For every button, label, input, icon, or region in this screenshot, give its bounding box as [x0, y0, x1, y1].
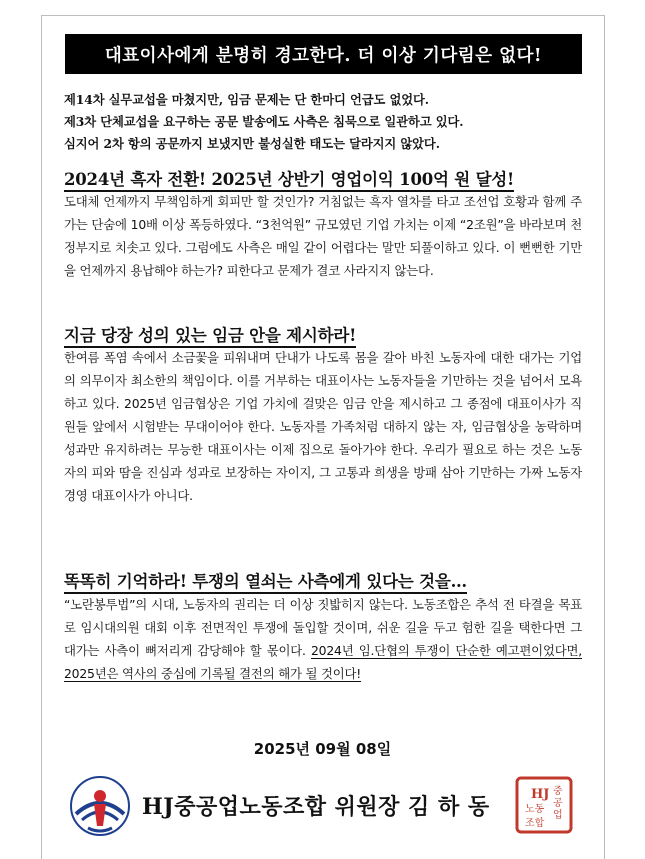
section-2-heading-text: 지금 당장 성의 있는 임금 안을 제시하라! — [64, 326, 356, 348]
page-title — [65, 34, 582, 74]
svg-text:HJ: HJ — [531, 787, 550, 802]
page-title-text: 대표이사에게 분명히 경고한다. 더 이상 기다림은 없다! — [104, 45, 543, 66]
intro-block — [64, 89, 584, 155]
section-3-underlined-text: 2024년 임.단협의 투쟁이 단순한 예고편이었다면, 2025년은 역사의 중심에 기록될 결전의 해가 될 것이다! — [64, 643, 582, 681]
section-3-text: “노란봉투법”의 시대, 노동자의 권리는 더 이상 짓밟히지 않는다. 노동조합은 추석 전 타결을 목표로 임시대의원 대회 이후 전면적인 투쟁에 돌입할 것이며, 쉬운 길을 두고 험한 길을 택한다면 그 대가는 사측이 뼈저리게 감당해야 할 몫이다. — [64, 597, 582, 658]
svg-text:공: 공 — [553, 798, 563, 809]
section-1-body: 도대체 언제까지 무책임하게 회피만 할 것인가? 거침없는 흑자 열차를 타고 조선업 호황과 함께 주가는 단숨에 10배 이상 폭등하였다. “3천억원” 규모였던 기업 가치는 이제 “2조원”을 바라보며 천정부지로 치솟고 있다. 그럼에도 사측은 매일 같이 어렵다는 말만 되풀이하고 있다. 이 뻔뻔한 기만을 언제까지 용납해야 하는가? 피한다고 문제가 결코 사라지지 않는다. — [64, 194, 582, 278]
intro-line: 제14차 실무교섭을 마쳤지만, 임금 문제는 단 한마디 언급도 없었다. — [64, 92, 429, 107]
section-2-heading — [64, 322, 584, 346]
union-seal-icon — [515, 776, 573, 834]
section-3-heading-text: 똑똑히 기억하라! 투쟁의 열쇠는 사측에게 있다는 것을… — [64, 572, 467, 594]
section-3-body — [64, 593, 582, 685]
issue-date: 2025년 09월 08일 — [253, 740, 392, 758]
section-3-heading — [64, 568, 584, 592]
intro-line: 심지어 2차 항의 공문까지 보냈지만 불성실한 태도는 달라지지 않았다. — [64, 136, 440, 151]
svg-text:노동: 노동 — [525, 804, 545, 815]
section-1-heading-text: 2024년 흑자 전환! 2025년 상반기 영업이익 100억 원 달성! — [64, 170, 514, 192]
section-2-body: 한여름 폭염 속에서 소금꽃을 피워내며 단내가 나도록 몸을 갈아 바친 노동자에 대한 대가는 기업의 의무이자 최소한의 책임이다. 이를 거부하는 대표이사는 노동자들을 기만하는 것을 넘어서 모욕하고 있다. 2025년 임금협상은 기업 가치에 걸맞은 임금 안을 제시하고 그 종점에 대표이사가 직원들 앞에서 시험받는 무대이어야 한다. 노동자를 가족처럼 대하지 않는 자, 임금협상을 농락하며 성과만 유지하려는 무능한 대표이사는 이제 집으로 돌아가야 한다. 우리가 필요로 하는 것은 노동자의 피와 땀을 진심과 성과로 보장하는 자이지, 그 고통과 희생을 방패 삼아 기만하는 가짜 노동자경영 대표이사가 아니다. — [64, 350, 582, 503]
signer-name: HJ중공업노동조합 위원장 김 하 동 — [142, 794, 490, 820]
intro-line: 제3차 단체교섭을 요구하는 공문 발송에도 사측은 침묵으로 일관하고 있다. — [64, 114, 464, 129]
svg-text:업: 업 — [553, 810, 563, 821]
svg-text:조합: 조합 — [525, 818, 545, 829]
section-1-heading — [64, 166, 584, 190]
svg-text:중: 중 — [553, 786, 563, 797]
union-logo-icon — [68, 774, 132, 838]
